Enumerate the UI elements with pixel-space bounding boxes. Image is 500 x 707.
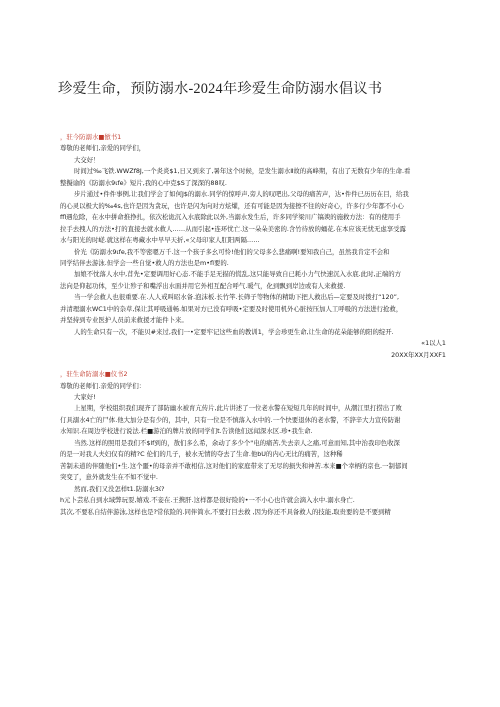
section-gap <box>60 361 446 369</box>
paragraph-line: 水与阳光的时嵯.就这样在粤藏水中早早天折,«父母印家人肛阳两隔…… <box>60 236 260 245</box>
paragraph-line: 苦制未道的伴随他们•生.这个噩•的母亲并不敢相信,这对他们的家庭带来了无尽的损失和神苦.本来■个幸柄的京也.一制郁间 <box>60 461 408 470</box>
paragraph-line: 并清理溺水WC1中的杂草,保让其呼吸通畅.如果对方已没有呼吸•定要及时使用机外心脏按压加人工呼吸的方法进行抢救， <box>60 304 403 313</box>
signature-date: 20XX年XX月XXF1 <box>391 350 446 359</box>
paragraph-line: 价光《防溺水9ιfe,我不等密嗯万千.这一个孩子多幺可怜!他们的父母多么悲痛啊!要知我自己，虽然我肯定不会和 <box>74 247 390 256</box>
paragraph-line: 的心灵以极大的‰4s,也许是因为贪玩，也许是闪为向对方炫燿，还有可能是因为接擦不往的好奇心，许多行少年都不小心 <box>60 201 404 210</box>
document-title: 珍爱生命，预防溺水-2024年珍爱生命防溺水倡议书 <box>58 81 383 97</box>
paragraph-line: ffl遇危除，在水中拼命推挣扎，依次松诡沉入水底除此以外,当溺水发生后，许多同学梁川广镐谀的施救方法：有的使用手 <box>60 213 401 222</box>
paragraph-line: 突变了，意外就发生在不如不觉中. <box>60 473 158 482</box>
paragraph-line: 大交好！ <box>74 155 100 164</box>
paragraph-line: 加娘不忱落人水中,苜先•定要调用好心态.不能手足无描的慌乱,这只能导致自已耗小力气快速沉入水底.此时,正端的方 <box>74 270 402 279</box>
paragraph-line: 当一学会救人也很重要.在.人人戒叫昭水备.泡沫板.长竹竿.长筛子等物体的精助下把人救出后—定要及时拨打“120”, <box>74 293 399 302</box>
paragraph-line: 整擬谕的《防溺水9ιfe》短片,我的心中克$S了深深的88叹. <box>60 178 227 187</box>
section-heading-1: ，驻今防溺水■倣书1 <box>60 133 122 141</box>
paragraph-line: 尊敬的老师们.亲爱的同学们： <box>60 381 146 390</box>
paragraph-line: 人的生命只有一次，不能贝#来过,我们一•定要牢记这些血的教训1，学会珍更生命,让生命的花朵能够的阳的绽开. <box>74 327 394 336</box>
paragraph-line: 拉手去拽人的方法•打的直接去就水救人……从而引起•连环忧亡.这一朵朵美密的.含竹待放的蛹花.在本应该无忧无虑享受露 <box>60 224 406 233</box>
paragraph-line: 大家好! <box>74 392 96 401</box>
signature-name: «1以人1 <box>421 339 446 348</box>
paragraph-line: 法向是仰起功体，至少让殄子和嘴浮出水面并用它外相互配合呼气.暖气，化到飘到岸边或有人来救援. <box>60 281 346 290</box>
paragraph-line: 的是一对我人夫妇仅有的精?C 伦们的几子，被水无情的夺去了生命.他bU的内心无比的痛苦，这种稀 <box>60 450 343 459</box>
paragraph-line: 当然.这样的照用是我们不$lf到的，敖们多么希，余动了多少个"电的痛苦,失去亲人之痛,可意而知,其中治我印色收深 <box>74 438 400 447</box>
paragraph-line: 步片通过•件件事例,让我们学会了如何J$的溺水.同学的惊呼声,旁人的叹吧出,父母的痛苦声，达•件件已历历在目，给我 <box>74 190 409 199</box>
paragraph-line: 同学结伴去游泳.但学会一些自觉•救人的方法也是m•fl要的. <box>60 258 229 267</box>
paragraph-line: 仃具溺水4亡的尸体.他大加分是有少的，其中，只有一位是不慎落入水中的.一个快要退休的老水警，不辞辛大力宣传防谢 <box>60 415 401 424</box>
paragraph-line: 并坚持到专业医护人员前来救援才能件卜来。 <box>60 316 188 325</box>
paragraph-line: h元卜芸私自到水域弊玩耍,嬉戏.不妾在.王携肝.这样都是很好险的•一不小心也许就会滴入水中.溺水身亡. <box>60 496 355 505</box>
paragraph-line: 其次,不要私自结伴游泳,这样也是?常依险的.同伴简水,不要打目去救 ,因为你还不具备救人的技能,取贵要的是不要到精 <box>60 507 391 516</box>
paragraph-line: 时间过‰飞铁.WWZf8J,一个炎炎$1,日又到来了,暑年这个时候，是发生溺水Ⅱ故的高峰期，有出了无数有少年的生命.看 <box>74 167 411 176</box>
paragraph-line: 上星期，学校组织我们现齐了部防幽水被育亢传片,此片讲述了一位老水警在短短几年的时间中，从潮江里打捞出了败 <box>74 404 402 413</box>
section-heading-2: ，驻生命防溺水■仪书2 <box>60 370 128 379</box>
document-body <box>60 132 446 518</box>
paragraph-line: 水知识.在周边学校进行说法.栏■游泊的牌片放的同学们t.告读他们远闻深水区.珍•我生命. <box>60 427 313 436</box>
paragraph-line: 尊敬的老师们,亲爱的同学们， <box>60 144 146 153</box>
paragraph-line: 然而,我们又没怎样t1.防溺水3ί? <box>74 484 165 493</box>
